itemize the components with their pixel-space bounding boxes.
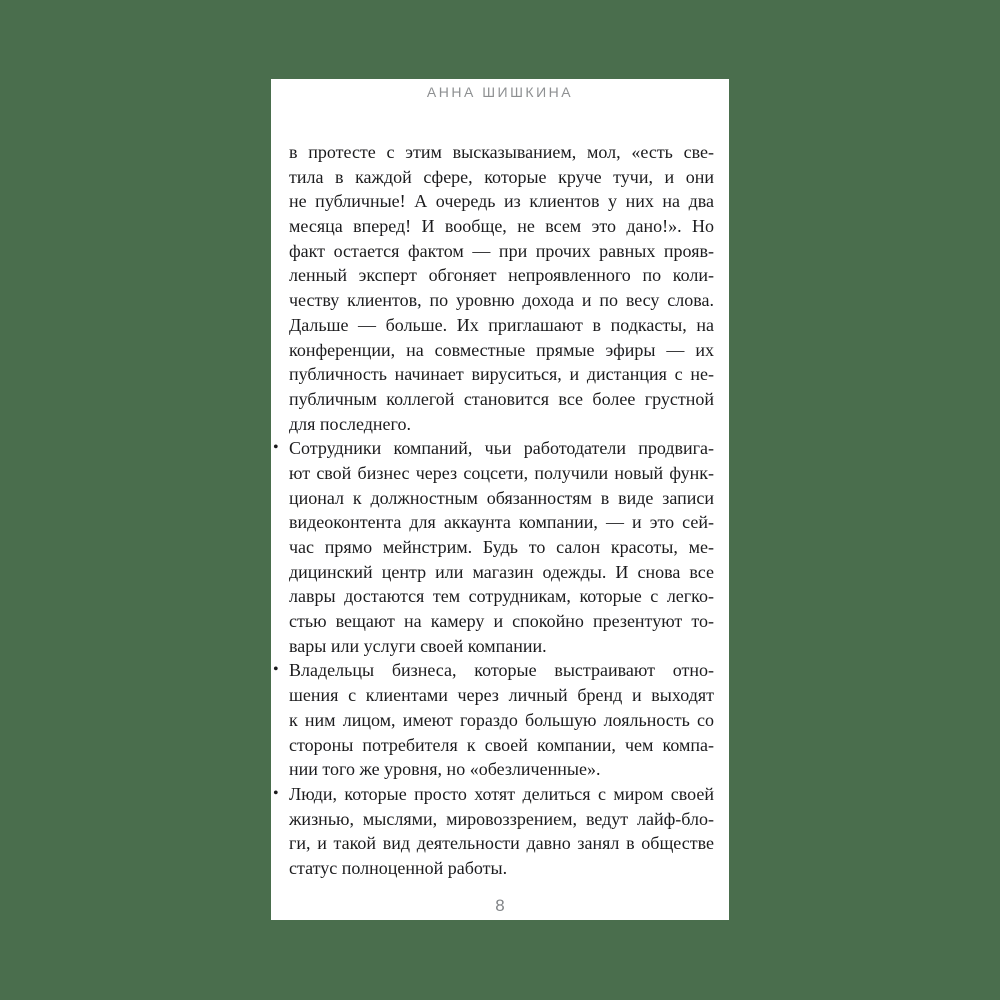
bullet-item bbox=[273, 658, 714, 781]
text-line: ют свой бизнес через соцсети, получили новый функ- bbox=[289, 462, 714, 483]
text-line: ционал к должностным обязанностям в виде записи bbox=[289, 487, 714, 508]
text-line: жизнью, мыслями, мировоззрением, ведут лайф-бло- bbox=[289, 808, 714, 829]
text-line: Сотрудники компаний, чьи работодатели продвига- bbox=[289, 438, 714, 459]
page-body bbox=[273, 140, 714, 881]
text-line: шения с клиентами через личный бренд и выходят bbox=[289, 685, 714, 706]
text-line: факт остается фактом — при прочих равных прояв- bbox=[289, 240, 714, 261]
text-line: вары или услуги своей компании. bbox=[289, 635, 547, 656]
text-line: честву клиентов, по уровню дохода и по весу слова. bbox=[289, 290, 714, 311]
text-line: публичность начинает вируситься, и дистанция с не- bbox=[289, 364, 714, 385]
bullet-marker: • bbox=[273, 661, 279, 679]
paragraph bbox=[289, 140, 714, 436]
text-line: к ним лицом, имеют гораздо большую лояльность со bbox=[289, 709, 714, 730]
text-line: нии того же уровня, но «обезличенные». bbox=[289, 759, 601, 780]
running-header: АННА ШИШКИНА bbox=[426, 84, 574, 100]
text-line: публичным коллегой становится все более грустной bbox=[289, 388, 714, 409]
text-line: месяца вперед! И вообще, не всем это дано!». Но bbox=[289, 216, 714, 237]
text-line: конференции, на совместные прямые эфиры — их bbox=[289, 339, 714, 360]
text-line: видеоконтента для аккаунта компании, — и это сей- bbox=[289, 512, 714, 533]
text-line: дицинский центр или магазин одежды. И снова все bbox=[289, 561, 714, 582]
text-line: Владельцы бизнеса, которые выстраивают отно- bbox=[289, 660, 714, 681]
bullet-item bbox=[273, 436, 714, 658]
text-line: Люди, которые просто хотят делиться с миром своей bbox=[289, 783, 714, 804]
book-page bbox=[271, 79, 729, 920]
bullet-item bbox=[273, 782, 714, 881]
bullet-marker: • bbox=[273, 784, 279, 802]
bullet-marker: • bbox=[273, 439, 279, 457]
text-line: стью вещают на камеру и спокойно презентуют то- bbox=[289, 611, 714, 632]
text-line: ги, и такой вид деятельности давно занял в обществе bbox=[289, 833, 714, 854]
text-line: для последнего. bbox=[289, 413, 411, 434]
text-line: в протесте с этим высказыванием, мол, «есть све- bbox=[289, 142, 714, 162]
text-line: не публичные! А очередь из клиентов у них на два bbox=[289, 191, 714, 212]
text-line: стороны потребителя к своей компании, чем компа- bbox=[289, 734, 714, 755]
text-line: час прямо мейнстрим. Будь то салон красоты, ме- bbox=[289, 537, 714, 557]
text-line: ленный эксперт обгоняет непроявленного по коли- bbox=[289, 265, 714, 286]
text-line: тила в каждой сфере, которые круче тучи, и они bbox=[289, 166, 714, 187]
text-line: Дальше — больше. Их приглашают в подкасты, на bbox=[289, 314, 714, 335]
page-number: 8 bbox=[495, 896, 505, 915]
text-line: лавры достаются тем сотрудникам, которые с легко- bbox=[289, 586, 714, 607]
text-line: статус полноценной работы. bbox=[289, 857, 508, 878]
